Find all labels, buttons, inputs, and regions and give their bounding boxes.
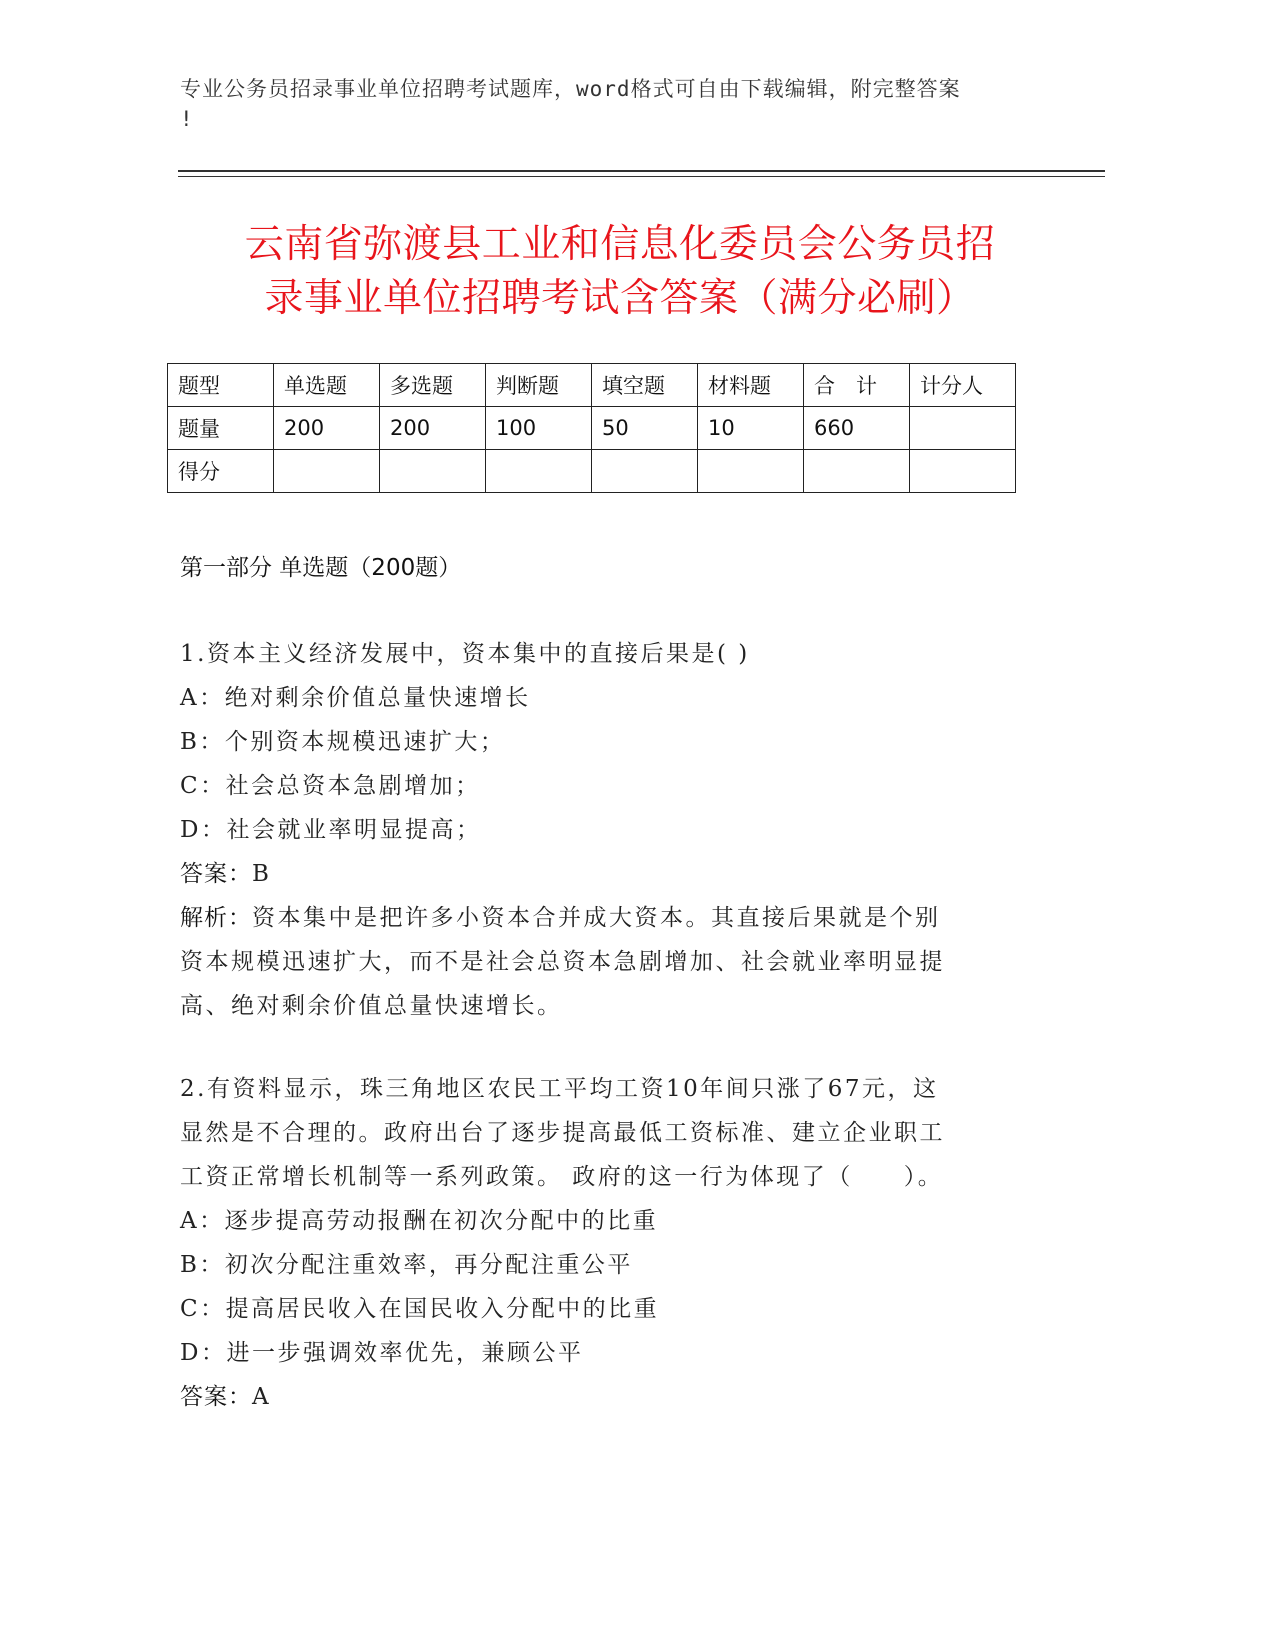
table-cell: 得分: [168, 450, 274, 493]
table-cell: 10: [698, 407, 804, 450]
table-cell-input: [486, 450, 592, 493]
table-cell: 200: [380, 407, 486, 450]
option-b: B：个别资本规模迅速扩大；: [180, 729, 506, 755]
table-row-score: [168, 450, 1016, 493]
table-cell: 填空题: [592, 364, 698, 407]
question-stem-line1: 2.有资料显示，珠三角地区农民工平均工资10年间只涨了67元，这: [180, 1076, 939, 1102]
score-table: [167, 363, 1016, 493]
answer-line: [180, 852, 1020, 896]
header-rule-thick: [178, 170, 1105, 172]
answer-value: B: [252, 861, 272, 887]
analysis-label: 解析：: [180, 905, 252, 931]
analysis-text: 资本集中是把许多小资本合并成大资本。其直接后果就是个别: [252, 905, 941, 931]
table-cell: 材料题: [698, 364, 804, 407]
table-cell: 50: [592, 407, 698, 450]
option-d: D：社会就业率明显提高；: [180, 817, 482, 843]
document-title: [190, 218, 1050, 326]
answer-label: 答案：: [180, 861, 252, 887]
header-note-line2: !: [180, 107, 194, 131]
answer-value: A: [252, 1384, 272, 1410]
table-cell-input: [910, 450, 1016, 493]
option-b: B：初次分配注重效率，再分配注重公平: [180, 1252, 633, 1278]
analysis-line-1: [180, 896, 1020, 940]
header-note: [180, 74, 1040, 134]
table-cell: 题量: [168, 407, 274, 450]
option-d: D：进一步强调效率优先，兼顾公平: [180, 1340, 584, 1366]
table-cell-input: [380, 450, 486, 493]
table-cell: 合 计: [804, 364, 910, 407]
table-cell-input: [698, 450, 804, 493]
table-cell: 多选题: [380, 364, 486, 407]
option-a: A：绝对剩余价值总量快速增长: [180, 685, 531, 711]
table-cell: 单选题: [274, 364, 380, 407]
table-cell: 计分人: [910, 364, 1016, 407]
answer-label: 答案：: [180, 1384, 252, 1410]
title-line2: 录事业单位招聘考试含答案（满分必刷）: [264, 276, 976, 321]
answer-line: [180, 1375, 1020, 1419]
question-stem: 1.资本主义经济发展中，资本集中的直接后果是( ): [180, 641, 750, 667]
table-cell: 200: [274, 407, 380, 450]
title-line1: 云南省弥渡县工业和信息化委员会公务员招: [244, 222, 996, 267]
table-cell: 660: [804, 407, 910, 450]
analysis-line-2: 资本规模迅速扩大，而不是社会总资本急剧增加、社会就业率明显提: [180, 949, 945, 975]
option-c: C：社会总资本急剧增加；: [180, 773, 481, 799]
section-title: 第一部分 单选题（200题）: [180, 555, 462, 581]
option-c: C：提高居民收入在国民收入分配中的比重: [180, 1296, 660, 1322]
table-cell-input: [592, 450, 698, 493]
table-cell: 判断题: [486, 364, 592, 407]
analysis-line-3: 高、绝对剩余价值总量快速增长。: [180, 993, 563, 1019]
table-row-count: [168, 407, 1016, 450]
table-cell-input: [804, 450, 910, 493]
question-1: [180, 632, 1020, 1028]
header-rule-thin: [178, 176, 1105, 177]
table-cell-input: [274, 450, 380, 493]
question-stem-line3: 工资正常增长机制等一系列政策。 政府的这一行为体现了（ ）。: [180, 1164, 944, 1190]
question-stem-line2: 显然是不合理的。政府出台了逐步提高最低工资标准、建立企业职工: [180, 1120, 945, 1146]
table-cell: 题型: [168, 364, 274, 407]
table-row-type: [168, 364, 1016, 407]
option-a: A：逐步提高劳动报酬在初次分配中的比重: [180, 1208, 659, 1234]
header-note-line1: 专业公务员招录事业单位招聘考试题库，word格式可自由下载编辑，附完整答案: [180, 77, 961, 101]
question-2: [180, 1067, 1020, 1419]
table-cell: 100: [486, 407, 592, 450]
table-cell: [910, 407, 1016, 450]
